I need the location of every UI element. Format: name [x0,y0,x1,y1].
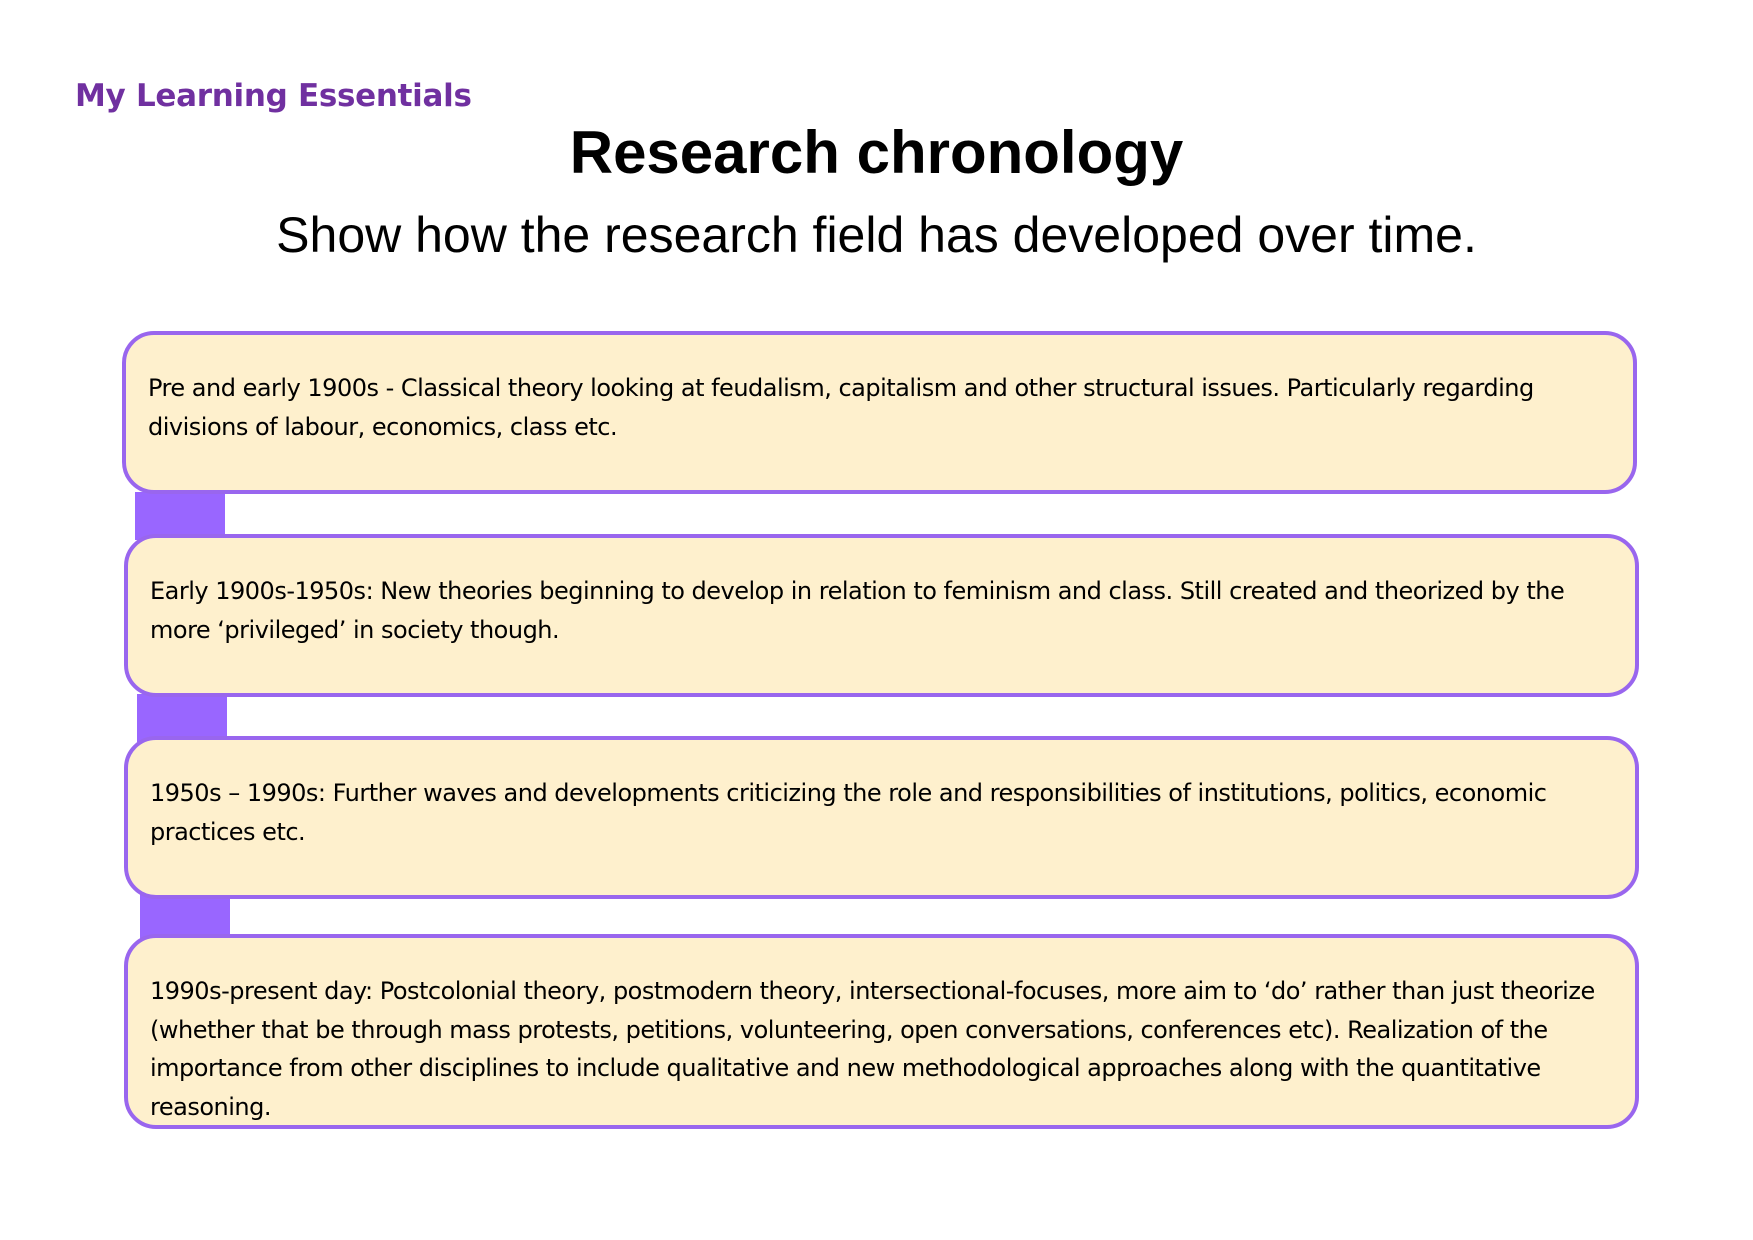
page-subtitle: Show how the research field has developed over time. [276,207,1477,263]
timeline-entry-text: 1950s – 1990s: Further waves and developments criticizing the role and responsibilities of institutions, politics, economic practices etc. [150,779,1547,846]
timeline-connector [135,492,225,540]
page-title: Research chronology [569,119,1184,186]
timeline-connector [137,694,227,742]
timeline-entry [124,736,1639,899]
timeline-entry [122,331,1637,494]
timeline-entry-text: 1990s-present day: Postcolonial theory, postmodern theory, intersectional-focuses, more aim to ‘do’ rather than just theorize (whether that be through mass protests, petitions, volunteering, open conversations, conferences etc). Realization of the importance from other disciplines to include qualitative and new methodological approaches along with the quantitative reasoning. [150,977,1595,1121]
timeline-entry-text: Early 1900s-1950s: New theories beginning to develop in relation to feminism and class. Still created and theorized by the more ‘privileged’ in society though. [150,577,1565,644]
timeline-entry-text: Pre and early 1900s - Classical theory looking at feudalism, capitalism and other structural issues. Particularly regarding divisions of labour, economics, class etc. [148,374,1534,441]
brand-label: My Learning Essentials [75,78,472,114]
timeline-entry [124,534,1639,697]
timeline-entry [124,934,1639,1129]
